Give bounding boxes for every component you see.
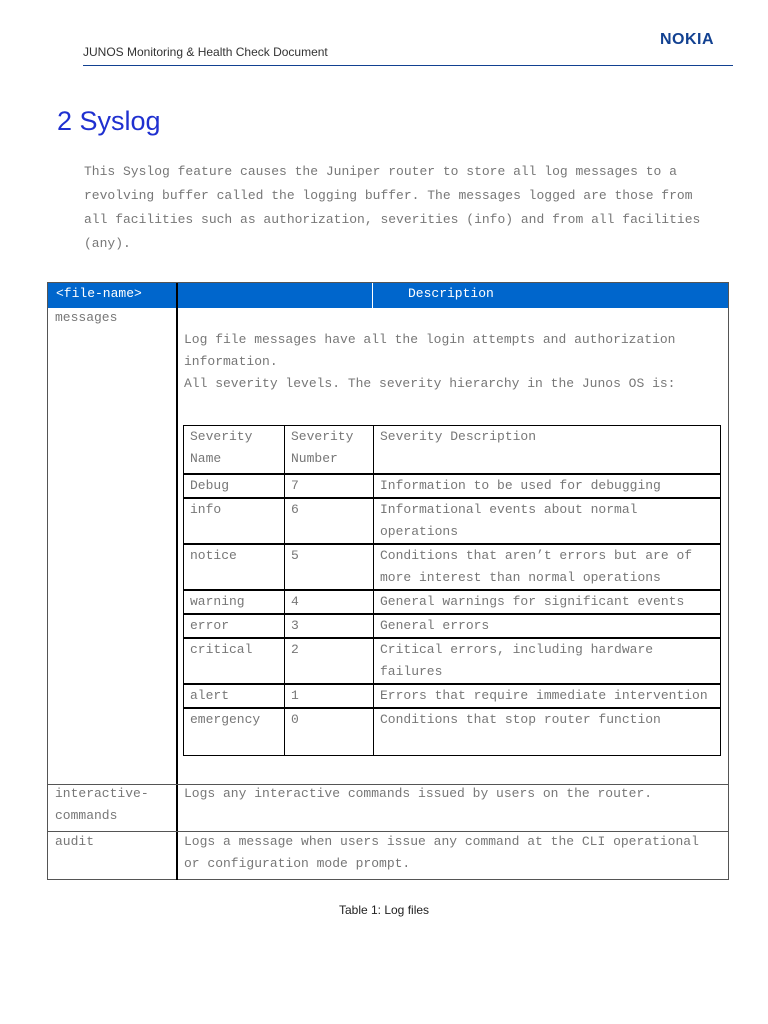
- header-separator: [372, 283, 373, 308]
- desc-line: operations: [380, 523, 459, 539]
- messages-description: [184, 329, 714, 395]
- nokia-logo: NOKIA: [660, 31, 715, 48]
- desc-line: failures: [380, 663, 443, 679]
- severity-name: error: [184, 614, 285, 638]
- description-line: Logs a message when users issue any command at the CLI operational: [184, 834, 699, 849]
- table-row: [184, 684, 721, 708]
- audit-description: [184, 831, 714, 875]
- severity-description: [374, 498, 721, 544]
- document-header-title: JUNOS Monitoring & Health Check Document: [83, 45, 328, 59]
- severity-name: alert: [184, 684, 285, 708]
- column-header-description: Description: [408, 286, 494, 301]
- table-row: [184, 544, 721, 590]
- severity-number: 4: [285, 590, 374, 614]
- table-header-row: [48, 283, 728, 308]
- desc-line: Information to be used for debugging: [380, 477, 661, 493]
- intro-line: all facilities such as authorization, severities (info) and from all facilities: [84, 212, 701, 227]
- table-row: [184, 498, 721, 544]
- severity-description: [374, 474, 721, 498]
- column-divider: [176, 308, 178, 880]
- table-caption: Table 1: Log files: [338, 903, 430, 917]
- desc-line: Informational events about normal: [380, 501, 638, 517]
- severity-header-row: [184, 426, 721, 474]
- header-line: Severity: [190, 429, 253, 444]
- severity-name: info: [184, 498, 285, 544]
- file-name-messages: messages: [55, 310, 118, 325]
- severity-description: [374, 590, 721, 614]
- severity-number: 2: [285, 638, 374, 684]
- table-row: [184, 708, 721, 756]
- file-name-audit: audit: [55, 834, 95, 849]
- severity-description: [374, 544, 721, 590]
- header-separator: [176, 283, 178, 308]
- intro-line: This Syslog feature causes the Juniper router to store all log messages to a: [84, 164, 677, 179]
- description-line: Log file messages have all the login attempts and authorization: [184, 332, 676, 347]
- intro-line: revolving buffer called the logging buffer. The messages logged are those from: [84, 188, 693, 203]
- desc-line: Critical errors, including hardware: [380, 641, 654, 657]
- desc-line: Conditions that stop router function: [380, 711, 661, 727]
- table-row: [184, 638, 721, 684]
- header-line: Number: [291, 451, 338, 466]
- description-line: or configuration mode prompt.: [184, 856, 411, 871]
- severity-description: [374, 684, 721, 708]
- severity-number: 3: [285, 614, 374, 638]
- desc-line: Errors that require immediate intervention: [380, 687, 708, 703]
- header-severity-name: [184, 426, 285, 474]
- severity-number: 0: [285, 708, 374, 756]
- intro-line: (any).: [84, 236, 131, 251]
- table-row: [184, 474, 721, 498]
- severity-name: Debug: [184, 474, 285, 498]
- file-name-line: commands: [55, 808, 118, 823]
- intro-paragraph: [84, 160, 714, 256]
- header-severity-number: [285, 426, 374, 474]
- header-line: Severity: [291, 429, 354, 444]
- severity-description: [374, 638, 721, 684]
- header-severity-description: [374, 426, 721, 474]
- severity-number: 6: [285, 498, 374, 544]
- desc-line: more interest than normal operations: [380, 569, 661, 585]
- severity-table: [183, 425, 721, 756]
- severity-name: critical: [184, 638, 285, 684]
- table-row: [184, 614, 721, 638]
- severity-number: 1: [285, 684, 374, 708]
- description-line: information.: [184, 354, 278, 369]
- file-name-interactive-commands: [55, 783, 149, 827]
- header-divider: [83, 65, 733, 66]
- header-line: Severity Description: [380, 429, 537, 444]
- severity-name: emergency: [184, 708, 285, 756]
- desc-line: Conditions that aren’t errors but are of: [380, 547, 693, 563]
- table-row: [184, 590, 721, 614]
- file-name-line: interactive-: [55, 786, 149, 801]
- desc-line: General errors: [380, 617, 490, 633]
- column-header-file-name: <file-name>: [56, 286, 142, 301]
- severity-description: [374, 614, 721, 638]
- severity-description: [374, 708, 721, 756]
- interactive-commands-description: Logs any interactive commands issued by users on the router.: [184, 786, 653, 801]
- description-line: All severity levels. The severity hierarchy in the Junos OS is:: [184, 376, 676, 391]
- header-line: Name: [190, 451, 222, 466]
- severity-name: warning: [184, 590, 285, 614]
- severity-number: 7: [285, 474, 374, 498]
- desc-line: General warnings for significant events: [380, 593, 685, 609]
- severity-name: notice: [184, 544, 285, 590]
- section-title: 2 Syslog: [57, 106, 161, 136]
- severity-number: 5: [285, 544, 374, 590]
